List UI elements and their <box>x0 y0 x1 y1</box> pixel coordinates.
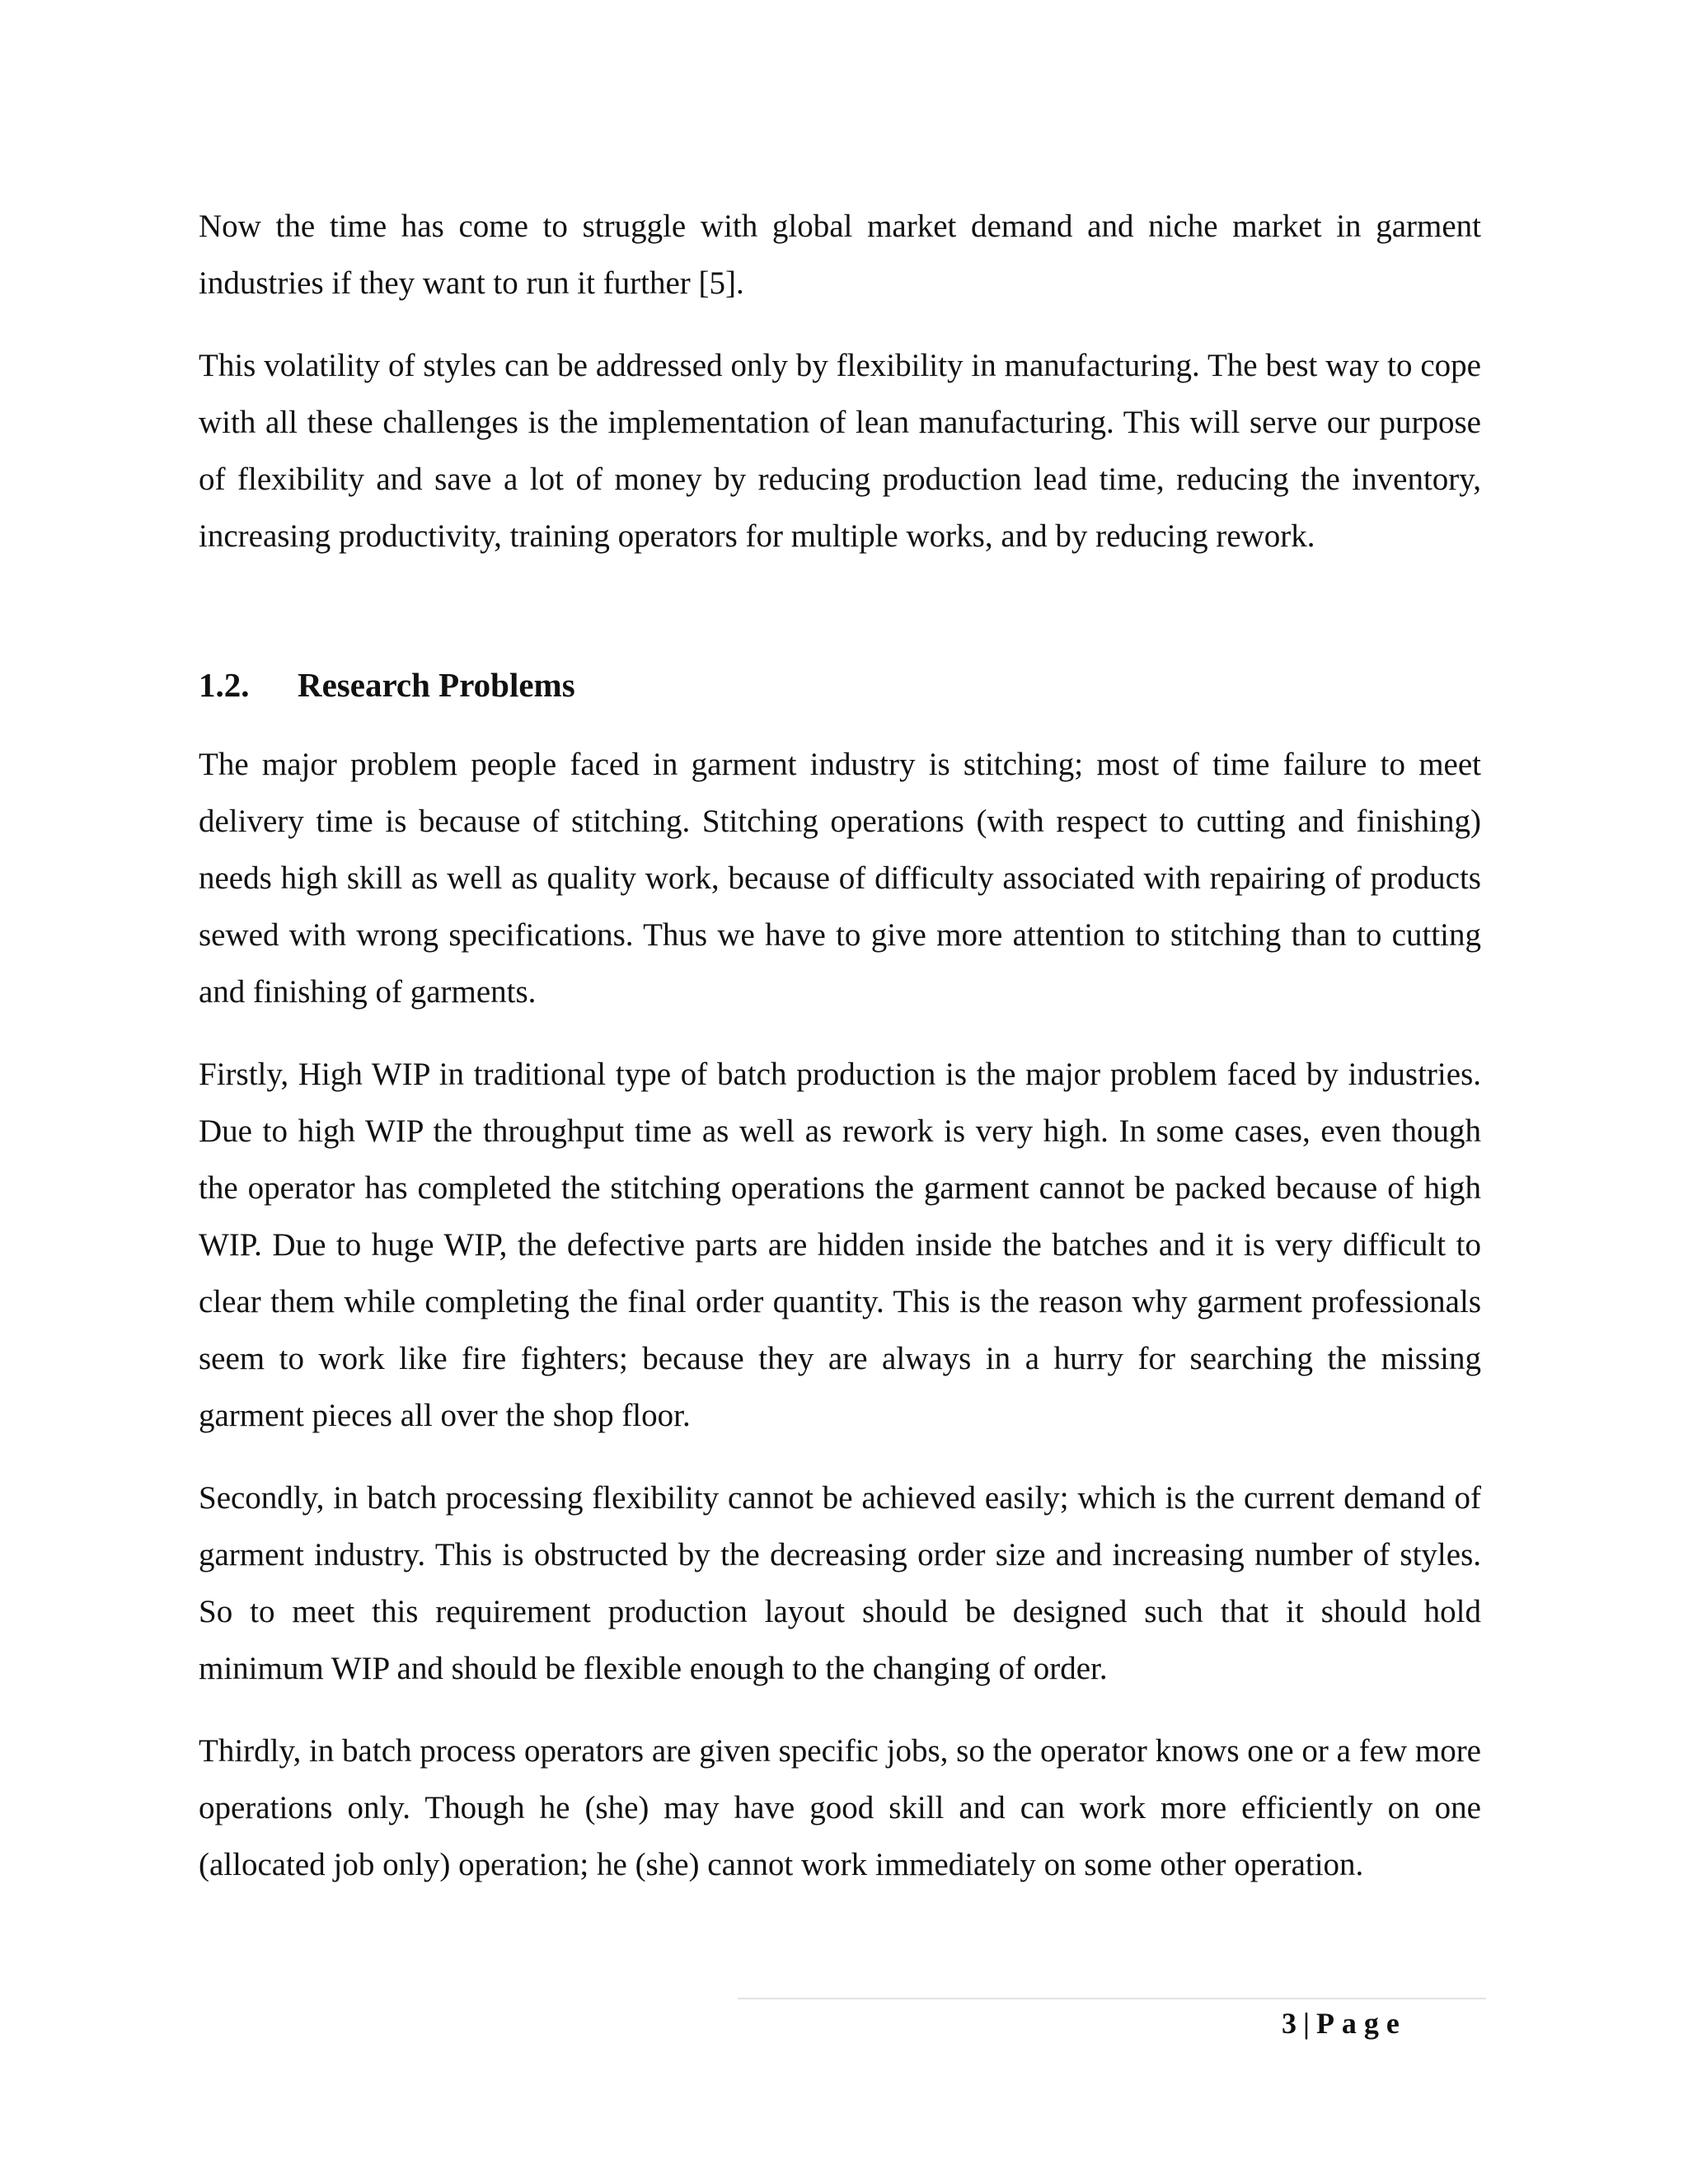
body-paragraph: Now the time has come to struggle with global market demand and niche market in garment industries if they want to run it further [5]. <box>199 209 1481 301</box>
footer-divider <box>738 1998 1486 1999</box>
page-number: 3 <box>1282 2007 1296 2040</box>
page-label: Page <box>1315 2007 1407 2040</box>
footer-separator: | <box>1303 2007 1310 2040</box>
body-paragraph: Thirdly, in batch process operators are given specific jobs, so the operator knows one or a few more operations only. Though he (she) may have good skill and can work more efficiently on one (allocated job only) operation; he (she) cannot work immediately on some other operation. <box>199 1733 1481 1882</box>
page-body <box>199 198 1481 1919</box>
page-footer <box>1282 2005 1407 2041</box>
section-heading <box>199 662 1481 708</box>
body-paragraph: Secondly, in batch processing flexibility cannot be achieved easily; which is the current demand of garment industry. This is obstructed by the decreasing order size and increasing number of styles. So to meet this requirement production layout should be designed such that it should hold minimum WIP and should be flexible enough to the changing of order. <box>199 1480 1481 1686</box>
body-paragraph: Firstly, High WIP in traditional type of batch production is the major problem faced by industries. Due to high WIP the throughput time as well as rework is very high. In some cases, even though the operator has completed the stitching operations the garment cannot be packed because of high WIP. Due to huge WIP, the defective parts are hidden inside the batches and it is very difficult to clear them while completing the final order quantity. This is the reason why garment professionals seem to work like fire fighters; because they are always in a hurry for searching the missing garment pieces all over the shop floor. <box>199 1057 1481 1433</box>
section-number: 1.2. <box>199 666 250 704</box>
body-paragraph: This volatility of styles can be addressed only by flexibility in manufacturing. The best way to cope with all these challenges is the implementation of lean manufacturing. This will serve our purpose of flexibility and save a lot of money by reducing production lead time, reducing the inventory, increasing productivity, training operators for multiple works, and by reducing rework. <box>199 348 1481 554</box>
body-paragraph: The major problem people faced in garment industry is stitching; most of time failure to meet delivery time is because of stitching. Stitching operations (with respect to cutting and finishing) needs high skill as well as quality work, because of difficulty associated with repairing of products sewed with wrong specifications. Thus we have to give more attention to stitching than to cutting and finishing of garments. <box>199 747 1481 1010</box>
section-title: Research Problems <box>298 666 575 704</box>
